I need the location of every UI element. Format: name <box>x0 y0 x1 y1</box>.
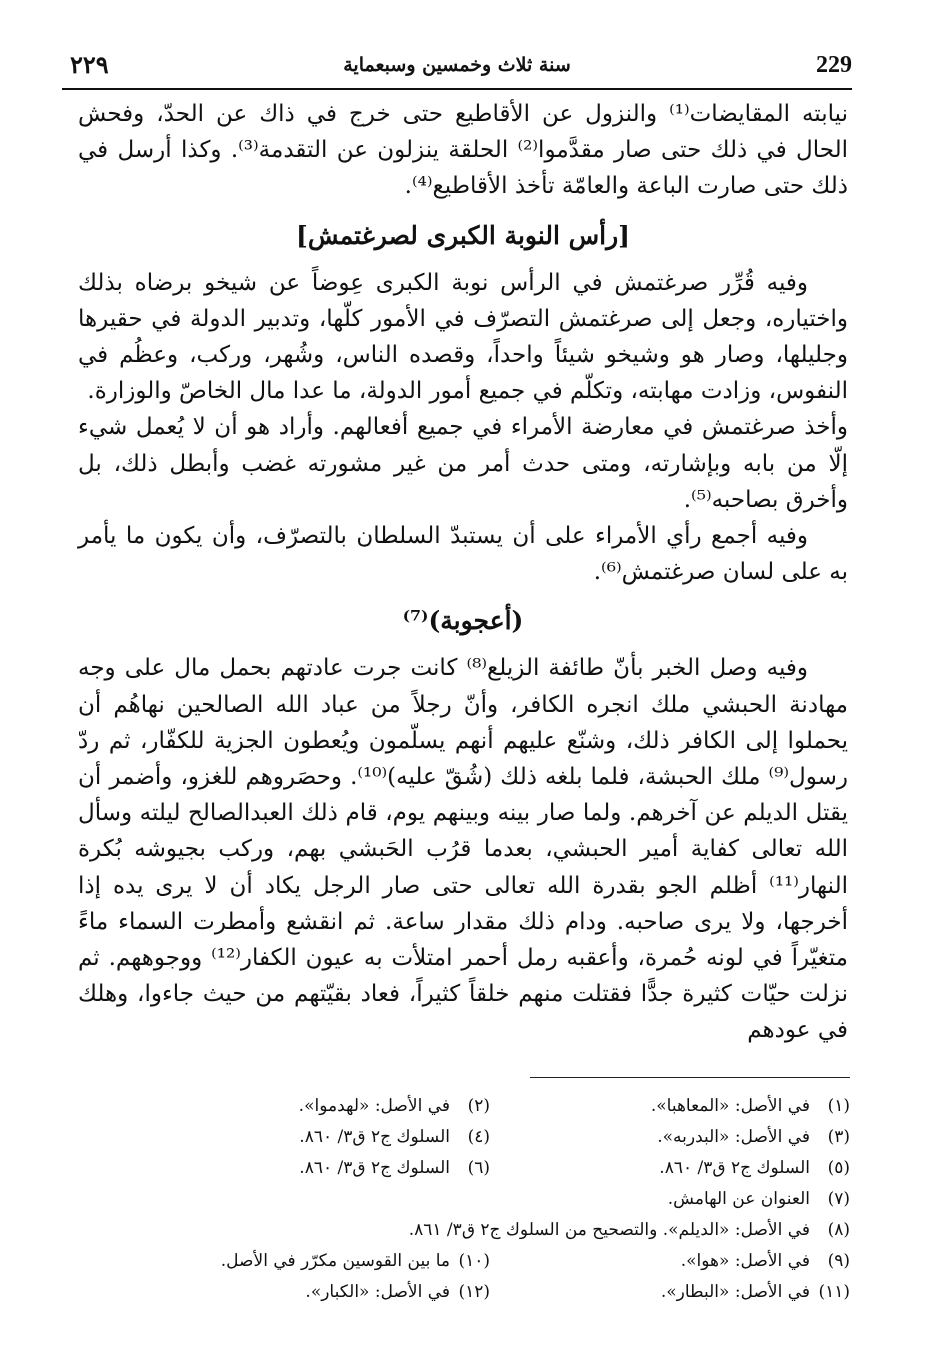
paragraph-5: وفيه وصل الخبر بأنّ طائفة الزيلع⁽⁸⁾ كانت جرت عادتهم بحمل مال على وجه مهادنة الحبشي ملك انجره الكافر، وأنّ رجلاً من عباد الله الصالحين نهاهُم أن يحملوا إلى الكافر ذلك، وشنّع عليهم أنهم يسلّمون ويُعطون الجزية للكفّار، ثم ردّ رسول⁽⁹⁾ ملك الحبشة، فلما بلغه ذلك (شُقّ عليه)⁽¹⁰⁾. وحصَروهم للغزو، وأضمر أن يقتل الديلم عن آخرهم. ولما صار بينه وبينهم يوم، قام ذلك العبدالصالح ليلته وسأل الله تعالى كفاية أمير الحبشي، بعدما قرُب الحَبشي بهم، وركب بجيوشه بُكرة النهار⁽¹¹⁾ أظلم الجو بقدرة الله تعالى حتى صار الرجل يكاد أن لا يرى يده إذا أخرجها، ولا يرى صاحبه. ودام ذلك مقدار ساعة. ثم انقشع وأمطرت السماء ماءً متغيّراً في لونه حُمرة، وأعقبه رمل أحمر امتلأت به عيون الكفار⁽¹²⁾ ووجوههم. ثم نزلت حيّات كثيرة جدًّا فقتلت منهم خلقاً كثيراً، فعاد بقيّتهم من حيث جاءوا، وهلك في عودهم <box>78 655 848 1044</box>
footnote-1: (١)في الأصل: «المعاهبا». <box>650 1095 850 1116</box>
paragraph-4: وفيه أجمع رأي الأمراء على أن يستبدّ السلطان بالتصرّف، وأن يكون ما يأمر به على لسان صرغتمش⁽⁶⁾. <box>78 523 848 586</box>
header-rule <box>62 88 852 90</box>
paragraph-1: نيابته المقايضات⁽¹⁾ والنزول عن الأقاطيع حتى خرج في ذاك عن الحدّ، وفحش الحال في ذلك حتى صار مقدَّموا⁽²⁾ الحلقة ينزلون عن التقدمة⁽³⁾. وكذا أرسل في ذلك حتى صارت الباعة والعامّة تأخذ الأقاطيع⁽⁴⁾. <box>78 101 849 200</box>
page-number-arabic: ٢٢٩ <box>70 50 109 79</box>
footnote-12: (١٢)في الأصل: «الكبار». <box>305 1281 490 1302</box>
footnote-3: (٣)في الأصل: «البدربه». <box>657 1126 850 1147</box>
footnote-10: (١٠)ما بين القوسين مكرّر في الأصل. <box>220 1250 490 1271</box>
footnote-row <box>150 1245 850 1276</box>
page-header <box>62 46 852 90</box>
footnote-5: (٥)السلوك ج٢ ق٣/ ٨٦٠. <box>659 1157 850 1178</box>
running-title: سنة ثلاث وخمسين وسبعماية <box>343 54 571 76</box>
section-heading-sarghitmish: [رأس النوبة الكبرى لصرغتمش] <box>296 220 630 250</box>
footnote-row <box>150 1121 850 1152</box>
footnote-row <box>150 1152 850 1183</box>
footnote-7: (٧)العنوان عن الهامش. <box>667 1188 850 1209</box>
footnote-row <box>150 1183 850 1214</box>
footnote-separator <box>530 1077 850 1078</box>
footnote-row <box>150 1090 850 1121</box>
footnote-4: (٤)السلوك ج٢ ق٣/ ٨٦٠. <box>299 1126 490 1147</box>
page-number-latin: 229 <box>816 52 852 78</box>
paragraph-2: وفيه قُرِّر صرغتمش في الرأس نوبة الكبرى عِوضاً عن شيخو برضاه بذلك واختياره، وجعل إلى صرغتمش التصرّف في الأمور كلّها، وتدبير الدولة في حقيرها وجليلها، وصار هو وشيخو شيئاً واحداً، وقصده الناس، وشُهر، وركب، وعظُم في النفوس، وزادت مهابته، وتكلّم في جميع أمور الدولة، ما عدا مال الخاصّ والوزارة. <box>78 269 848 405</box>
footnote-8: (٨)في الأصل: «الديلم». والتصحيح من السلوك ج٢ ق٣/ ٨٦١. <box>408 1219 850 1240</box>
paragraph-3: وأخذ صرغتمش في معارضة الأمراء في جميع أفعالهم. وأراد هو أن لا يُعمل شيء إلّا من بابه وبإشارته، ومتى حدث أمر من غير مشورته غضب وأبطل ذلك، بل وأخرق بصاحبه⁽⁵⁾. <box>78 414 848 513</box>
footnote-2: (٢)في الأصل: «لهدموا». <box>298 1095 490 1116</box>
footnote-row <box>150 1276 850 1307</box>
section-heading-marvel: (أعجوبة)⁽⁷⁾ <box>402 606 524 636</box>
footnote-9: (٩)في الأصل: «هوا». <box>680 1250 850 1271</box>
footnotes <box>150 1090 850 1307</box>
footnote-11: (١١)في الأصل: «البطار». <box>660 1281 850 1302</box>
footnote-row <box>150 1214 850 1245</box>
main-text <box>78 96 848 1049</box>
footnote-6: (٦)السلوك ج٢ ق٣/ ٨٦٠. <box>299 1157 490 1178</box>
